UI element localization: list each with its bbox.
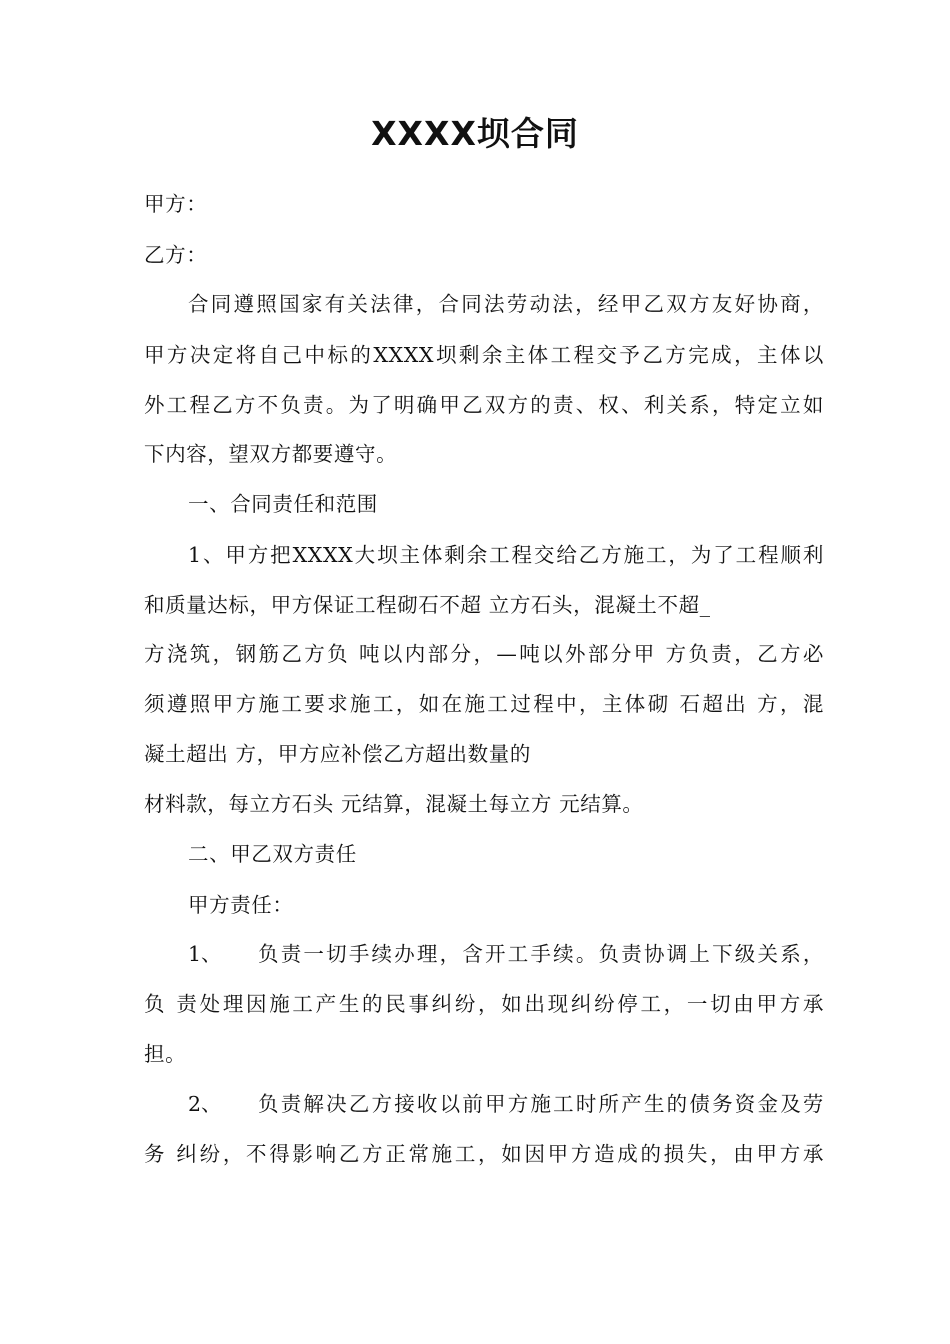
section-heading: 二、甲乙双方责任 — [188, 842, 357, 866]
duty-line: 负 责处理因施工产生的民事纠纷，如出现纠纷停工，一切由甲方承 — [144, 992, 824, 1016]
party-a-label: 甲方： — [144, 192, 208, 216]
intro-line: 外工程乙方不负责。为了明确甲乙双方的责、权、利关系，特定立如 — [144, 393, 824, 417]
clause-line: 方浇筑，钢筋乙方负 吨以内部分，—吨以外部分甲 方负责，乙方必 — [144, 642, 824, 666]
clause-line: 材料款，每立方石头 元结算，混凝土每立方 元结算。 — [144, 792, 644, 816]
duty-number: 1、 — [188, 942, 222, 966]
intro-line: 甲方决定将自己中标的XXXX坝剩余主体工程交予乙方完成，主体以 — [144, 343, 824, 367]
clause-line: 须遵照甲方施工要求施工，如在施工过程中，主体砌 石超出 方，混 — [144, 692, 824, 716]
intro-line: 合同遵照国家有关法律，合同法劳动法，经甲乙双方友好协商， — [188, 292, 824, 316]
subsection-heading: 甲方责任： — [188, 893, 294, 917]
clause-line: 和质量达标，甲方保证工程砌石不超 立方石头，混凝土不超_ — [144, 593, 711, 617]
duty-number: 2、 — [188, 1092, 222, 1116]
intro-line: 下内容，望双方都要遵守。 — [144, 442, 398, 466]
party-b-label: 乙方： — [144, 243, 208, 267]
section-heading: 一、合同责任和范围 — [188, 492, 378, 516]
duty-line: 务 纠纷，不得影响乙方正常施工，如因甲方造成的损失，由甲方承 — [144, 1142, 824, 1166]
clause-line: 1、甲方把XXXX大坝主体剩余工程交给乙方施工，为了工程顺利 — [188, 543, 824, 567]
duty-line: 负责解决乙方接收以前甲方施工时所产生的债务资金及劳 — [258, 1092, 824, 1116]
clause-line: 凝土超出 方，甲方应补偿乙方超出数量的 — [144, 742, 531, 766]
duty-line: 负责一切手续办理，含开工手续。负责协调上下级关系， — [258, 942, 824, 966]
duty-line: 担。 — [144, 1042, 187, 1066]
document-title: XXXX坝合同 — [371, 114, 579, 153]
